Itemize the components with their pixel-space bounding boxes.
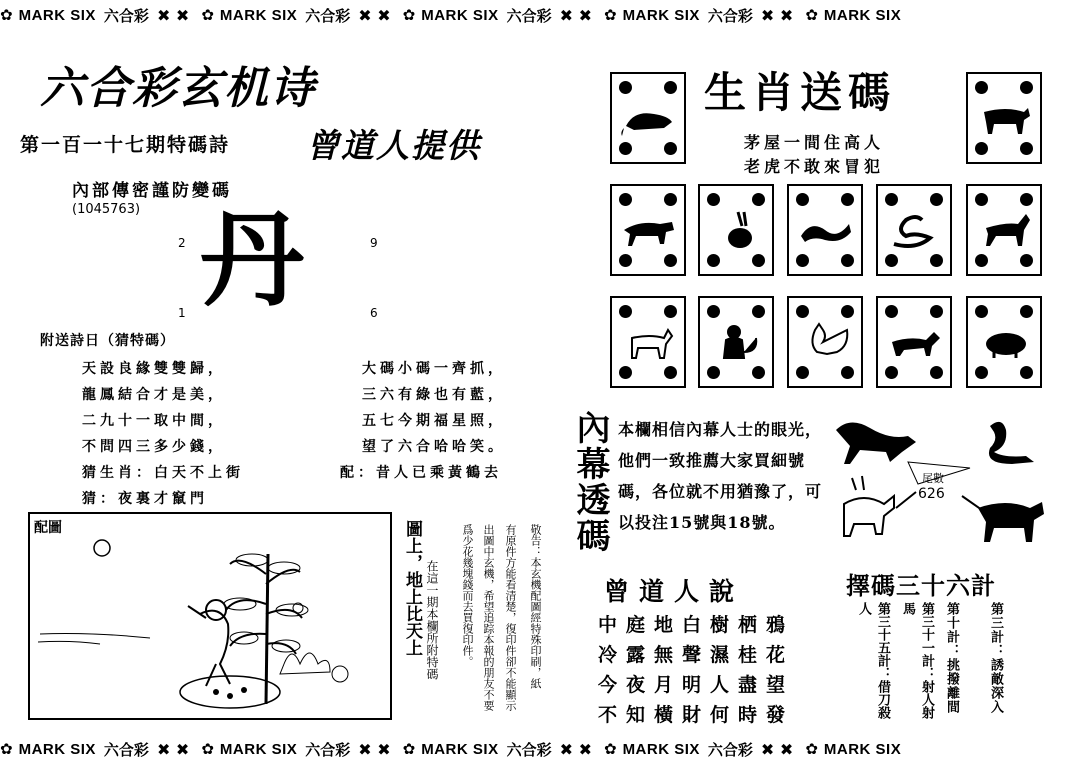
flower-icon: ✿ — [0, 740, 13, 758]
flower-icon: ✿ — [603, 740, 617, 758]
right-title: 生肖送碼 — [704, 68, 897, 117]
zodiac-card — [610, 296, 686, 388]
cross-icon: ✖ ✖ — [760, 739, 794, 759]
snake-icon — [886, 210, 944, 250]
code-label: (1045763) — [72, 202, 141, 217]
banner-brand: MARK SIX — [823, 740, 902, 758]
dragon-icon — [797, 210, 855, 250]
corner-1: 1 — [178, 306, 186, 320]
flower-icon: ✿ — [402, 740, 416, 758]
cross-icon: ✖ ✖ — [358, 739, 391, 759]
rabbit-icon — [708, 210, 766, 250]
zodiac-card — [876, 296, 952, 388]
notice-col-c: 爲少花幾塊錢而去買復印件。 — [461, 524, 474, 667]
corner-6: 6 — [370, 306, 378, 320]
cross-icon: ✖ ✖ — [559, 5, 592, 25]
say-line: 冷露無聲濕桂花 — [598, 644, 795, 666]
poem-right-line: 五七今期福星照， — [362, 413, 506, 429]
goat-icon — [620, 322, 678, 362]
flower-icon: ✿ — [603, 6, 617, 24]
flower-icon: ✿ — [0, 6, 13, 24]
tail-number: 626 — [918, 486, 945, 502]
banner-brand: MARK SIX — [421, 6, 499, 24]
poem-right-line: 配：昔人已乘黃鶴去 — [340, 465, 502, 481]
rat-icon — [620, 98, 678, 138]
illustration-label: 配圖 — [34, 520, 62, 536]
cross-icon: ✖ ✖ — [358, 5, 391, 25]
poem-left-line: 不問四三多少錢， — [82, 439, 226, 455]
banner-zh: 六合彩 — [506, 6, 552, 25]
zodiac-card — [787, 184, 863, 276]
flower-icon: ✿ — [805, 6, 818, 24]
flower-icon: ✿ — [402, 6, 416, 24]
banner-brand: MARK SIX — [219, 6, 298, 24]
poem-right-line: 三六有綠也有藍， — [362, 387, 506, 403]
poem-left-line: 猜：夜裏才竄門 — [82, 491, 208, 507]
banner-brand: MARK SIX — [622, 740, 700, 758]
banner-zh: 六合彩 — [707, 6, 753, 25]
poem-left-line: 天設良緣雙雙歸， — [82, 361, 226, 377]
strategy-col: 第三計：誘敵深入 — [988, 602, 1003, 714]
poem-left-line: 二九十一取中間， — [82, 413, 226, 429]
poem-right-line: 望了六合哈哈笑。 — [362, 439, 506, 455]
banner-brand: MARK SIX — [219, 740, 298, 758]
notice-col-b: 在這一期本欄所附特碼 — [425, 560, 439, 680]
corner-9: 9 — [370, 236, 378, 250]
tail-label: 尾數 — [922, 472, 944, 485]
monkey-tree-illustration — [30, 514, 390, 718]
banner-brand: MARK SIX — [823, 6, 902, 24]
zodiac-card — [876, 184, 952, 276]
horse-icon — [976, 210, 1034, 250]
monkey-icon — [708, 322, 766, 362]
say-line: 不知橫財何時發 — [598, 704, 795, 726]
banner-zh: 六合彩 — [103, 6, 149, 25]
banner-brand: MARK SIX — [421, 740, 499, 758]
rooster-icon — [797, 322, 855, 362]
zodiac-card — [966, 184, 1042, 276]
issue-label: 第一百一十七期特碼詩 — [20, 134, 231, 156]
secret-note: 內部傳密謹防變碼 — [72, 181, 232, 201]
strategy-col: 第三十一計：射人射馬 — [900, 602, 934, 719]
banner-brand: MARK SIX — [18, 6, 96, 24]
poem-left-line: 猜生肖：白天不上街 — [82, 465, 244, 481]
cross-icon: ✖ ✖ — [559, 739, 592, 759]
verse-line-1: 茅屋一間住高人 — [744, 133, 885, 152]
left-title: 六合彩玄机诗 — [40, 63, 316, 114]
strategy-title: 擇碼三十六計 — [846, 571, 996, 600]
banner-zh: 六合彩 — [103, 740, 149, 759]
dog-icon — [886, 322, 944, 362]
strategy-col: 第三十五計：借刀殺人 — [856, 602, 890, 719]
say-line: 中庭地白樹栖鴉 — [598, 614, 795, 636]
zodiac-card — [610, 72, 686, 164]
poem-right-line: 大碼小碼一齊抓， — [362, 361, 506, 377]
banner-zh: 六合彩 — [305, 6, 351, 25]
flower-icon: ✿ — [805, 740, 818, 758]
cross-icon: ✖ ✖ — [156, 5, 190, 25]
verse-line-2: 老虎不敢來冒犯 — [744, 157, 885, 176]
poem-left-line: 龍鳳結合才是美， — [82, 387, 226, 403]
cross-icon: ✖ ✖ — [156, 739, 190, 759]
zodiac-card — [610, 184, 686, 276]
inside-text: 本欄相信內幕人士的眼光，他們一致推薦大家買細號碼，各位就不用猶豫了，可以投注15號與18號。 — [618, 420, 823, 532]
zodiac-card — [966, 72, 1042, 164]
banner-brand: MARK SIX — [18, 740, 96, 758]
ox-icon — [976, 98, 1034, 138]
provider-label: 曾道人提供 — [306, 126, 481, 165]
banner-zh: 六合彩 — [506, 740, 552, 759]
flower-icon: ✿ — [201, 6, 214, 24]
zodiac-card — [698, 296, 774, 388]
banner-brand: MARK SIX — [622, 6, 700, 24]
big-character: 丹 — [200, 198, 305, 321]
cross-icon: ✖ ✖ — [760, 5, 794, 25]
say-line: 今夜月明人盡望 — [598, 674, 795, 696]
say-title: 曾道人說 — [604, 577, 745, 606]
notice-col-d: 出圖中玄機，希望追踪本報的朋友不要 — [482, 524, 495, 711]
zodiac-card — [787, 296, 863, 388]
flower-icon: ✿ — [201, 740, 214, 758]
top-banner — [0, 0, 1080, 30]
zodiac-card — [966, 296, 1042, 388]
notice-col-a: 圖上，地上比天上 — [402, 520, 422, 656]
pig-icon — [976, 322, 1034, 362]
attach-label: 附送詩日（猜特碼） — [40, 333, 175, 349]
inside-title: 內幕透碼 — [570, 410, 610, 554]
corner-2: 2 — [178, 236, 186, 250]
notice-col-f: 敬告：本玄機配圖經特殊印刷，紙 — [529, 524, 542, 689]
illustration-box — [28, 512, 392, 720]
banner-zh: 六合彩 — [305, 740, 351, 759]
notice-col-e: 有原件方能看清楚，復印件卻不能顯示 — [504, 524, 517, 711]
banner-zh: 六合彩 — [707, 740, 753, 759]
tiger-icon — [620, 210, 678, 250]
strategy-col: 第十計：挑撥離間 — [944, 602, 959, 714]
zodiac-card — [698, 184, 774, 276]
